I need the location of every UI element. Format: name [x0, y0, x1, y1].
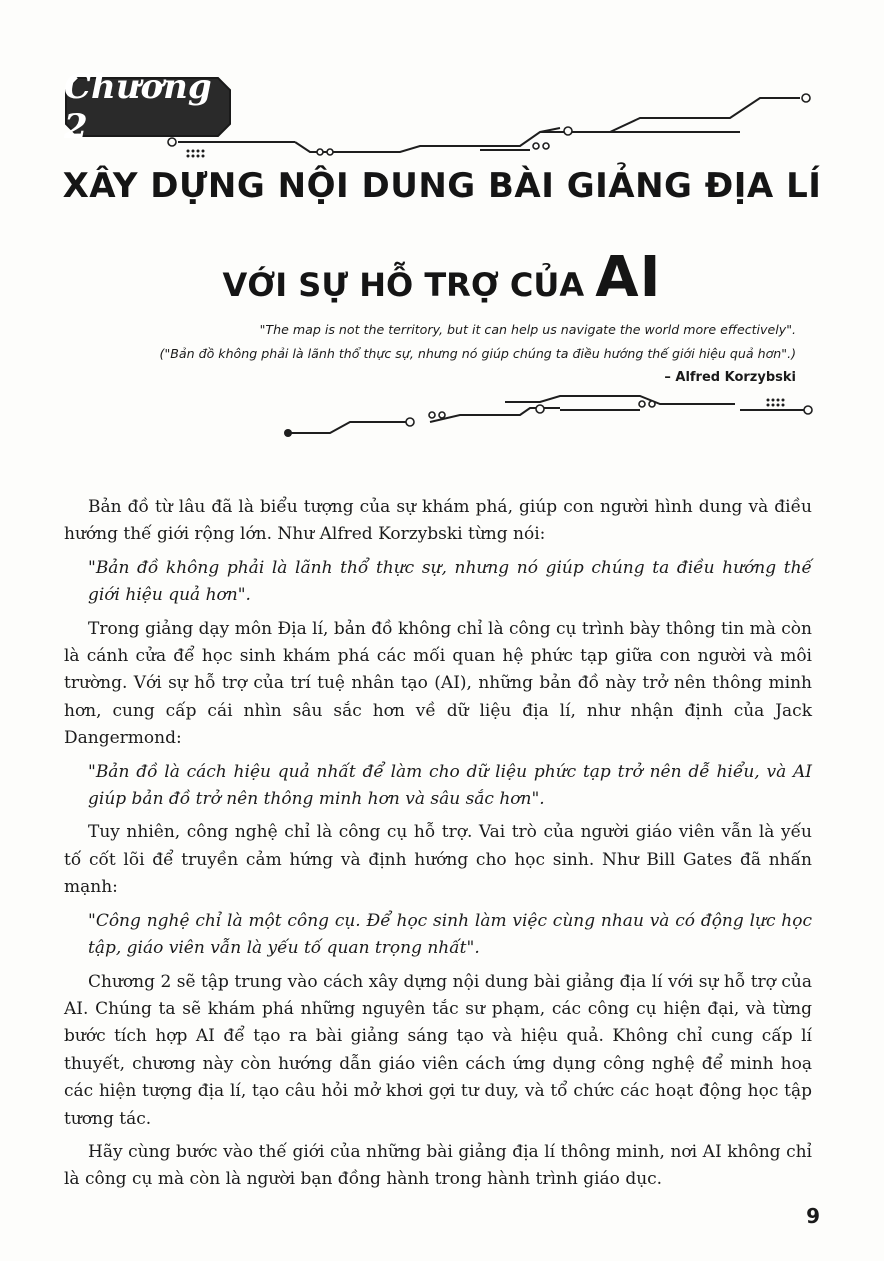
chapter-title-line2 [40, 245, 844, 311]
paragraph-3: Tuy nhiên, công nghệ chỉ là công cụ hỗ trợ. Vai trò của người giáo viên vẫn là yếu tố cốt lõi để truyền cảm hứng và định hướng cho học sinh. Như Bill Gates đã nhấn mạnh: [64, 822, 812, 898]
chapter-label: Chương 2 [64, 67, 212, 147]
quote-3: "Công nghệ chỉ là một công cụ. Để học sinh làm việc cùng nhau và có động lực học tập, giáo viên vẫn là yếu tố quan trọng nhất". [88, 910, 812, 959]
epigraph-quote-en: "The map is not the territory, but it can help us navigate the world more effectively". [259, 322, 796, 337]
epigraph [76, 318, 796, 390]
quote-2: "Bản đồ là cách hiệu quả nhất để làm cho dữ liệu phức tạp trở nên dễ hiểu, và AI giúp bản đồ trở nên thông minh hơn và sâu sắc hơn". [88, 761, 812, 810]
chapter-badge [64, 67, 232, 147]
paragraph-1: Bản đồ từ lâu đã là biểu tượng của sự khám phá, giúp con người hình dung và điều hướng thế giới rộng lớn. Như Alfred Korzybski từng nói: [64, 497, 812, 545]
chapter-title-ai: AI [595, 245, 662, 310]
paragraph-5: Hãy cùng bước vào thế giới của những bài giảng địa lí thông minh, nơi AI không chỉ là công cụ mà còn là người bạn đồng hành trong hành trình giáo dục. [64, 1141, 812, 1190]
quote-1: "Bản đồ không phải là lãnh thổ thực sự, nhưng nó giúp chúng ta điều hướng thế giới hiệu quả hơn". [88, 557, 812, 606]
paragraph-2: Trong giảng dạy môn Địa lí, bản đồ không chỉ là công cụ trình bày thông tin mà còn là cánh cửa để học sinh khám phá các mối quan hệ phức tạp giữa con người và môi trường. Với sự hỗ trợ của trí tuệ nhân tạo (AI), những bản đồ này trở nên thông minh hơn, cung cấp cái nhìn sâu sắc hơn về dữ liệu địa lí, như nhận định của Jack Dangermond: [64, 618, 812, 749]
paragraph-4: Chương 2 sẽ tập trung vào cách xây dựng nội dung bài giảng địa lí với sự hỗ trợ của AI. Chúng ta sẽ khám phá những nguyên tắc sư phạm, các công cụ hiện đại, và từng bước tích hợp AI để tạo ra bài giảng sáng tạo và hiệu quả. Không chỉ cung cấp lí thuyết, chương này còn hướng dẫn giáo viên cách ứng dụng công nghệ để minh hoạ các hiện tượng địa lí, tạo câu hỏi mở khơi gợi tư duy, và tổ chức các hoạt động học tập tương tác. [64, 971, 812, 1129]
epigraph-quote-vi: ("Bản đồ không phải là lãnh thổ thực sự, nhưng nó giúp chúng ta điều hướng thế giới hiệu quả hơn".) [159, 346, 796, 361]
chapter-title-prefix: VỚI SỰ HỖ TRỢ CỦA [222, 266, 585, 304]
epigraph-author: – Alfred Korzybski [664, 370, 796, 385]
chapter-title-line1: XÂY DỰNG NỘI DUNG BÀI GIẢNG ĐỊA LÍ [62, 166, 822, 206]
body-text [64, 494, 812, 1200]
page-number: 9 [806, 1204, 820, 1228]
